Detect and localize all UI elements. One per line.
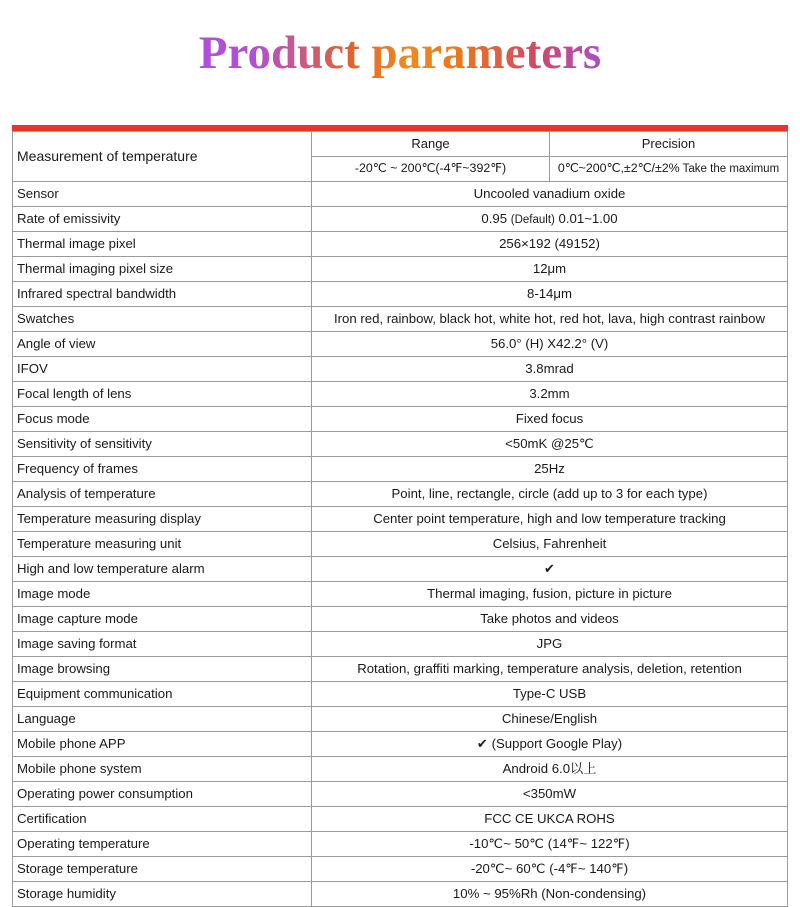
row-label-focus-mode: Focus mode bbox=[13, 407, 312, 432]
row-value-mobile-system: Android 6.0以上 bbox=[312, 757, 788, 782]
column-header-range: Range bbox=[312, 132, 550, 157]
row-label-image-mode: Image mode bbox=[13, 582, 312, 607]
table-row bbox=[13, 182, 788, 207]
precision-note: Take the maximum bbox=[679, 163, 780, 176]
row-label-pixel-size: Thermal imaging pixel size bbox=[13, 257, 312, 282]
table-row bbox=[13, 782, 788, 807]
row-value-image-mode: Thermal imaging, fusion, picture in picture bbox=[312, 582, 788, 607]
row-label-temp-alarm: High and low temperature alarm bbox=[13, 557, 312, 582]
row-label-analysis: Analysis of temperature bbox=[13, 482, 312, 507]
column-header-precision: Precision bbox=[550, 132, 788, 157]
row-value-spectral-bandwidth: 8-14μm bbox=[312, 282, 788, 307]
table-row bbox=[13, 482, 788, 507]
row-value-sensitivity: <50mK @25℃ bbox=[312, 432, 788, 457]
row-label-saving-format: Image saving format bbox=[13, 632, 312, 657]
spec-table-area bbox=[12, 125, 788, 907]
row-value-language: Chinese/English bbox=[312, 707, 788, 732]
table-row bbox=[13, 682, 788, 707]
table-row bbox=[13, 582, 788, 607]
row-value-storage-humidity: 10% ~ 95%Rh (Non-condensing) bbox=[312, 882, 788, 907]
emissivity-main: 0.95 bbox=[481, 210, 511, 226]
row-value-thermal-image-pixel: 256×192 (49152) bbox=[312, 232, 788, 257]
table-row bbox=[13, 857, 788, 882]
table-row bbox=[13, 707, 788, 732]
table-row bbox=[13, 732, 788, 757]
table-row bbox=[13, 257, 788, 282]
row-label-spectral-bandwidth: Infrared spectral bandwidth bbox=[13, 282, 312, 307]
table-row bbox=[13, 832, 788, 857]
row-label-frame-frequency: Frequency of frames bbox=[13, 457, 312, 482]
row-label-image-browsing: Image browsing bbox=[13, 657, 312, 682]
table-row bbox=[13, 357, 788, 382]
row-value-focal-length: 3.2mm bbox=[312, 382, 788, 407]
cell-precision-value bbox=[550, 157, 788, 182]
row-value-storage-temperature: -20℃~ 60℃ (-4℉~ 140℉) bbox=[312, 857, 788, 882]
table-row bbox=[13, 307, 788, 332]
table-row bbox=[13, 457, 788, 482]
emissivity-default-note: (Default) bbox=[510, 213, 555, 226]
row-value-certification: FCC CE UKCA ROHS bbox=[312, 807, 788, 832]
table-row bbox=[13, 557, 788, 582]
table-row bbox=[13, 282, 788, 307]
spec-table bbox=[12, 131, 788, 907]
table-row bbox=[13, 607, 788, 632]
table-row bbox=[13, 757, 788, 782]
row-label-emissivity: Rate of emissivity bbox=[13, 207, 312, 232]
table-row bbox=[13, 407, 788, 432]
row-label-sensor: Sensor bbox=[13, 182, 312, 207]
table-row bbox=[13, 332, 788, 357]
table-row bbox=[13, 807, 788, 832]
table-row bbox=[13, 132, 788, 157]
row-label-mobile-system: Mobile phone system bbox=[13, 757, 312, 782]
row-value-saving-format: JPG bbox=[312, 632, 788, 657]
row-value-swatches: Iron red, rainbow, black hot, white hot, red hot, lava, high contrast rainbow bbox=[312, 307, 788, 332]
row-value-image-browsing: Rotation, graffiti marking, temperature analysis, deletion, retention bbox=[312, 657, 788, 682]
row-value-analysis: Point, line, rectangle, circle (add up to 3 for each type) bbox=[312, 482, 788, 507]
row-value-capture-mode: Take photos and videos bbox=[312, 607, 788, 632]
precision-main: 0℃~200℃,±2℃/±2% bbox=[557, 161, 680, 176]
page-title-wrapper bbox=[0, 0, 800, 80]
row-label-thermal-image-pixel: Thermal image pixel bbox=[13, 232, 312, 257]
table-row bbox=[13, 232, 788, 257]
row-value-power-consumption: <350mW bbox=[312, 782, 788, 807]
table-row bbox=[13, 657, 788, 682]
emissivity-range: 0.01~1.00 bbox=[554, 210, 618, 226]
row-label-ifov: IFOV bbox=[13, 357, 312, 382]
row-value-equipment-communication: Type-C USB bbox=[312, 682, 788, 707]
row-label-angle-of-view: Angle of view bbox=[13, 332, 312, 357]
row-label-measurement: Measurement of temperature bbox=[13, 132, 312, 182]
row-label-power-consumption: Operating power consumption bbox=[13, 782, 312, 807]
row-value-measuring-unit: Celsius, Fahrenheit bbox=[312, 532, 788, 557]
spec-table-body bbox=[13, 132, 788, 907]
row-value-angle-of-view: 56.0° (H) X42.2° (V) bbox=[312, 332, 788, 357]
row-value-mobile-app: ✔ (Support Google Play) bbox=[312, 732, 788, 757]
row-label-storage-temperature: Storage temperature bbox=[13, 857, 312, 882]
row-label-operating-temperature: Operating temperature bbox=[13, 832, 312, 857]
row-label-equipment-communication: Equipment communication bbox=[13, 682, 312, 707]
row-value-focus-mode: Fixed focus bbox=[312, 407, 788, 432]
row-label-capture-mode: Image capture mode bbox=[13, 607, 312, 632]
row-value-sensor: Uncooled vanadium oxide bbox=[312, 182, 788, 207]
row-label-mobile-app: Mobile phone APP bbox=[13, 732, 312, 757]
page-title: Product parameters bbox=[198, 27, 602, 79]
row-value-emissivity bbox=[312, 207, 788, 232]
table-row bbox=[13, 207, 788, 232]
row-value-ifov: 3.8mrad bbox=[312, 357, 788, 382]
row-value-operating-temperature: -10℃~ 50℃ (14℉~ 122℉) bbox=[312, 832, 788, 857]
cell-range-value: -20℃ ~ 200℃(-4℉~392℉) bbox=[312, 157, 550, 182]
table-row bbox=[13, 882, 788, 907]
row-label-measuring-display: Temperature measuring display bbox=[13, 507, 312, 532]
row-value-frame-frequency: 25Hz bbox=[312, 457, 788, 482]
row-value-measuring-display: Center point temperature, high and low temperature tracking bbox=[312, 507, 788, 532]
table-row bbox=[13, 507, 788, 532]
row-label-certification: Certification bbox=[13, 807, 312, 832]
row-label-focal-length: Focal length of lens bbox=[13, 382, 312, 407]
row-label-language: Language bbox=[13, 707, 312, 732]
table-row bbox=[13, 532, 788, 557]
row-label-storage-humidity: Storage humidity bbox=[13, 882, 312, 907]
table-row bbox=[13, 632, 788, 657]
table-row bbox=[13, 432, 788, 457]
row-label-measuring-unit: Temperature measuring unit bbox=[13, 532, 312, 557]
table-row bbox=[13, 382, 788, 407]
row-label-swatches: Swatches bbox=[13, 307, 312, 332]
row-label-sensitivity: Sensitivity of sensitivity bbox=[13, 432, 312, 457]
row-value-temp-alarm: ✔ bbox=[312, 557, 788, 582]
row-value-pixel-size: 12μm bbox=[312, 257, 788, 282]
